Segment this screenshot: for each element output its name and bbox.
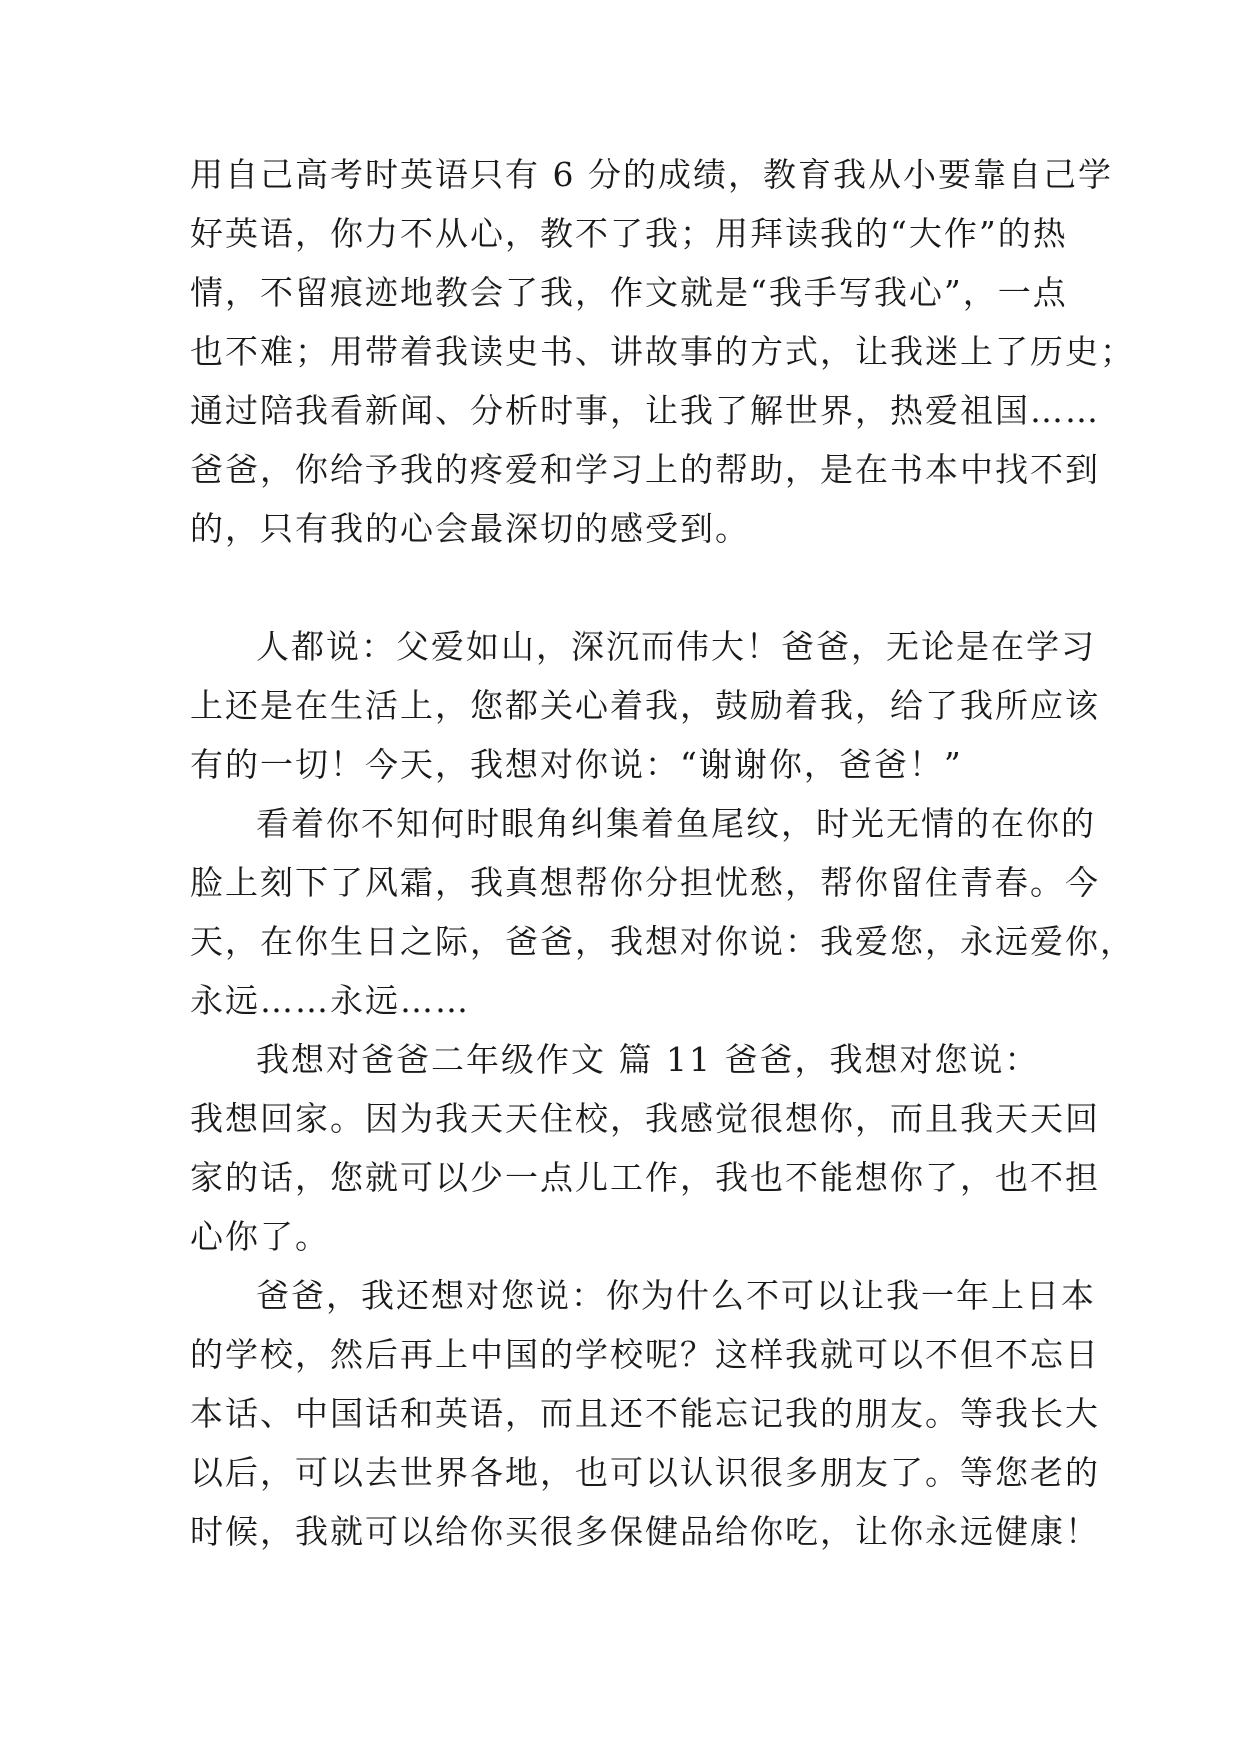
- text-line: 我想对爸爸二年级作文 篇 11 爸爸，我想对您说：: [256, 1040, 1040, 1079]
- text-line: 通过陪我看新闻、分析时事，让我了解世界，热爱祖国……: [190, 391, 1100, 430]
- text-line: 情，不留痕迹地教会了我，作文就是“我手写我心”，一点: [190, 273, 1068, 312]
- text-line: 永远……永远……: [190, 981, 470, 1020]
- text-line: 我想回家。因为我天天住校，我感觉很想你，而且我天天回: [190, 1099, 1100, 1138]
- text-line: 的学校，然后再上中国的学校呢？这样我就可以不但不忘日: [190, 1335, 1100, 1374]
- text-line: 爸爸，我还想对您说：你为什么不可以让我一年上日本: [256, 1276, 1096, 1315]
- text-line: 也不难；用带着我读史书、讲故事的方式，让我迷上了历史；: [190, 332, 1135, 371]
- text-line: 用自己高考时英语只有 6 分的成绩，教育我从小要靠自己学: [190, 155, 1113, 194]
- text-line: 人都说：父爱如山，深沉而伟大！爸爸，无论是在学习: [256, 627, 1096, 666]
- text-line: 本话、中国话和英语，而且还不能忘记我的朋友。等我长大: [190, 1394, 1100, 1433]
- text-line: 好英语，你力不从心，教不了我；用拜读我的“大作”的热: [190, 214, 1068, 253]
- text-line: 有的一切！今天，我想对你说：“谢谢你，爸爸！”: [190, 745, 963, 784]
- text-line: 的，只有我的心会最深切的感受到。: [190, 509, 750, 548]
- text-line: 脸上刻下了风霜，我真想帮你分担忧愁，帮你留住青春。今: [190, 863, 1100, 902]
- text-line: 家的话，您就可以少一点儿工作，我也不能想你了，也不担: [190, 1158, 1100, 1197]
- text-line: 看着你不知何时眼角纠集着鱼尾纹，时光无情的在你的: [256, 804, 1096, 843]
- text-line: 时候，我就可以给你买很多保健品给你吃，让你永远健康！: [190, 1512, 1100, 1551]
- text-line: 爸爸，你给予我的疼爱和学习上的帮助，是在书本中找不到: [190, 450, 1100, 489]
- text-line: 心你了。: [190, 1217, 330, 1256]
- text-line: 以后，可以去世界各地，也可以认识很多朋友了。等您老的: [190, 1453, 1100, 1492]
- text-line: 天，在你生日之际，爸爸，我想对你说：我爱您，永远爱你，: [190, 922, 1135, 961]
- text-line: 上还是在生活上，您都关心着我，鼓励着我，给了我所应该: [190, 686, 1100, 725]
